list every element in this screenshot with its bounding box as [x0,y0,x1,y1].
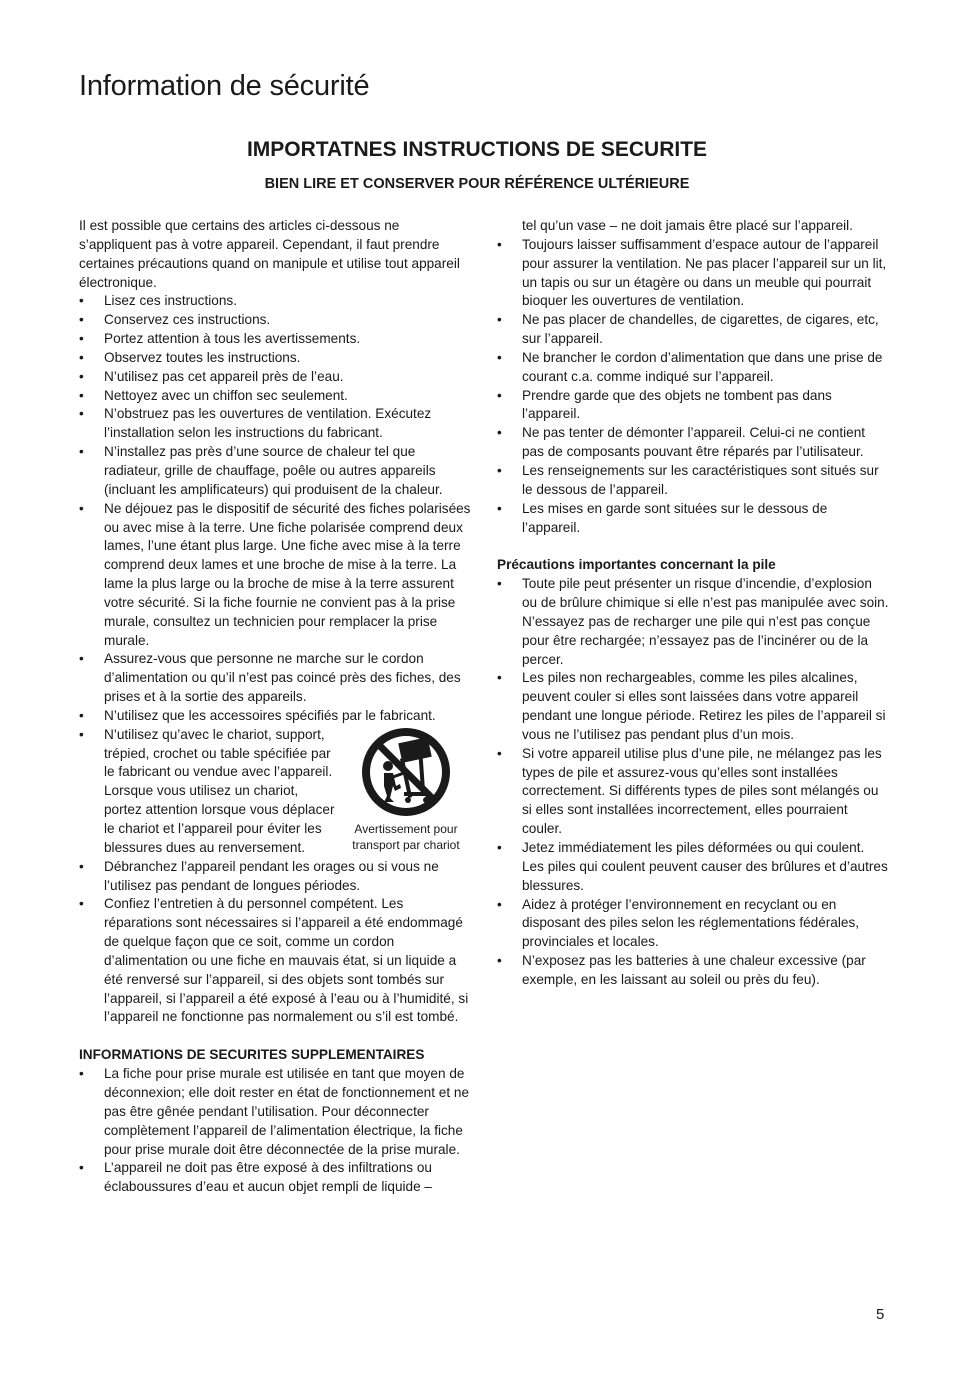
cart-tip-over-warning-icon [360,726,452,818]
battery-title: Précautions importantes concernant la pile [497,557,776,573]
list-item: • Ne brancher le cordon d’alimentation que dans une prise de courant c.a. comme indiqué sur l’appareil. [497,349,889,387]
list-item: • N’exposez pas les batteries à une chaleur excessive (par exemple, en les laissant au soleil ou près du feu). [497,952,889,990]
list-item: • Portez attention à tous les avertissements. [79,330,471,349]
list-item: • Aidez à protéger l’environnement en recyclant ou en disposant des piles selon les réglementations fédérales, provinciales et locales. [497,896,889,953]
list-item: • La fiche pour prise murale est utilisée en tant que moyen de déconnexion; elle doit rester en état de fonctionnement et ne pas être gênée pendant l’utilisation. Pour déconnecter complètement l’appareil de l’alimentation électrique, la fiche pour prise murale doit être déconnectée de la prise murale. [79,1065,471,1159]
cart-warning-figure [341,726,471,853]
list-item: • Confiez l’entretien à du personnel compétent. Les réparations sont nécessaires si l’appareil a été endommagé de quelque façon que ce soit, comme un cordon d’alimentation ou une fiche en mauvais état, si un liquide a été renversé sur l’appareil, si des objets sont tombés sur l’appareil, si l’appareil a été exposé à l’eau ou à l’humidité, si l’appareil ne fonctionne pas normalement ou s’il est tombé. [79,895,471,1027]
left-column [79,217,471,1197]
cart-caption: • Avertissement pour transport par chariot [352,821,460,852]
battery-list [497,575,889,990]
list-item: • Observez toutes les instructions. [79,349,471,368]
list-item: • Les mises en garde sont situées sur le dessous de l’appareil. [497,500,889,538]
right-column [497,217,889,990]
sub-heading: BIEN LIRE ET CONSERVER POUR RÉFÉRENCE ULTÉRIEURE [264,176,690,192]
list-item: • Débranchez l’appareil pendant les orages ou si vous ne l’utilisez pas pendant de longues périodes. [79,858,471,896]
list-item: • Conservez ces instructions. [79,311,471,330]
list-item: • Assurez-vous que personne ne marche sur le cordon d’alimentation ou qu’il n’est pas coincé près des fiches, des prises et à la sortie des appareils. [79,650,471,707]
list-item: • Prendre garde que des objets ne tombent pas dans l’appareil. [497,387,889,425]
list-item: • N’installez pas près d’une source de chaleur tel que radiateur, grille de chauffage, poêle ou autres appareils (incluant les amplificateurs) qui produisent de la chaleur. [79,443,471,500]
list-item: • Jetez immédiatement les piles déformées ou qui coulent. Les piles qui coulent peuvent causer des brûlures et d’autres blessures. [497,839,889,896]
page-number: 5 [876,1306,885,1323]
supplementary-list-right [497,236,889,538]
list-item: • Toujours laisser suffisamment d’espace autour de l’appareil pour assurer la ventilation. Ne pas placer l’appareil sur un lit, un tapis ou sur un étagère ou dans un meuble qui pourrait bioquer les ouvertures de ventilation. [497,236,889,311]
instructions-list [79,292,471,1027]
list-item: • Ne déjouez pas le dispositif de sécurité des fiches polarisées ou avec mise à la terre. Une fiche polarisée comprend deux lames, l’une étant plus large. Une fiche avec mise à la terre comprend deux lames et une broche de mise à la terre. La lame la plus large ou la broche de mise à la terre assurent votre sécurité. Si la fiche fournie ne convient pas à la prise murale, consultez un technicien pour remplacer la prise murale. [79,500,471,651]
list-item: • Ne pas placer de chandelles, de cigarettes, de cigares, etc, sur l’appareil. [497,311,889,349]
supplementary-list-left [79,1065,471,1197]
list-item: • Ne pas tenter de démonter l’appareil. Celui-ci ne contient pas de composants pouvant être réparés par l’utilisateur. [497,424,889,462]
list-item: • Les piles non rechargeables, comme les piles alcalines, peuvent couler si elles sont laissées dans votre appareil pendant une longue période. Retirez les piles de l’appareil si vous ne l’utilisez pas pendant plus d’un mois. [497,669,889,744]
supplementary-title: INFORMATIONS DE SECURITES SUPPLEMENTAIRES [79,1047,425,1063]
cart-item-text: N’utilisez qu’avec le chariot, support, trépied, crochet ou table spécifiée par le fabricant ou vendue avec l’appareil. Lorsque vous utilisez un chariot, portez attention lorsque vous déplacer le chariot et l’appareil pour éviter les blessures dues au renversement. [104,726,335,855]
list-item: • N’utilisez pas cet appareil près de l’eau. [79,368,471,387]
main-heading: IMPORTATNES INSTRUCTIONS DE SECURITE [246,138,708,161]
cart-list-item [79,726,471,858]
intro-paragraph: Il est possible que certains des articles ci-dessous ne s’appliquent pas à votre appareil. Cependant, il faut prendre certaines précautions quand on manipule et utilise tout appareil électronique. [79,218,460,290]
list-item: • Si votre appareil utilise plus d’une pile, ne mélangez pas les types de pile et assurez-vous qu’elles sont installées correctement. Si différents types de piles sont mélangés ou si elles sont installées incorrectement, elles pourraient couler. [497,745,889,839]
list-item: • Les renseignements sur les caractéristiques sont situés sur le dessous de l’appareil. [497,462,889,500]
list-item: • Toute pile peut présenter un risque d’incendie, d’explosion ou de brûlure chimique si elle n’est pas manipulée avec soin. N’essayez pas de recharger une pile qui n’est pas conçue pour être rechargée; n’essayez pas de l’incinérer ou de la percer. [497,575,889,669]
list-item: • N’utilisez que les accessoires spécifiés par le fabricant. [79,707,471,726]
list-item: • N’obstruez pas les ouvertures de ventilation. Exécutez l’installation selon les instructions du fabricant. [79,405,471,443]
page-title: Information de sécurité [79,70,370,102]
list-item: • Lisez ces instructions. [79,292,471,311]
continuation-text: tel qu’un vase – ne doit jamais être placé sur l’appareil. [522,218,853,233]
list-item: • L’appareil ne doit pas être exposé à des infiltrations ou éclaboussures d’eau et aucun objet rempli de liquide – [79,1159,471,1197]
list-item: • Nettoyez avec un chiffon sec seulement. [79,387,471,406]
